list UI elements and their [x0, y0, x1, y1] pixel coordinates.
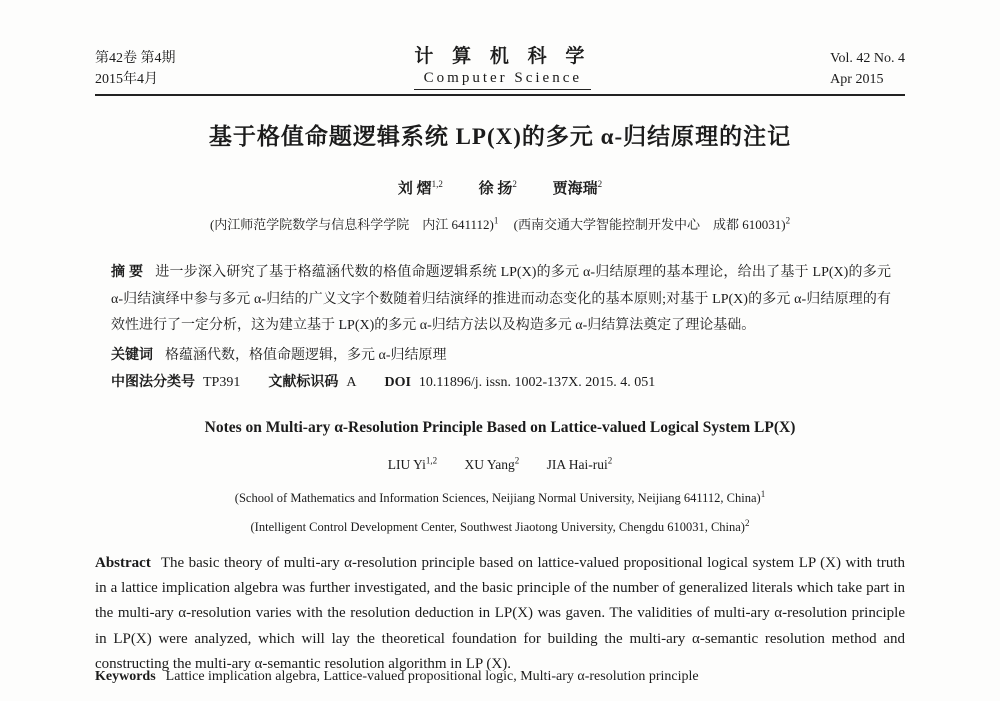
author-name: 徐 扬: [478, 181, 513, 197]
abstract-en: [95, 551, 905, 678]
author-name: 贾海瑞: [552, 181, 598, 197]
affiliations-cn: [95, 211, 905, 235]
abstract-cn-text: 进一步深入研究了基于格蕴涵代数的格值命题逻辑系统 LP(X)的多元 α-归结原理的基本理论，给出了基于 LP(X)的多元 α-归结演绎中参与多元 α-归结的广义文字个数随着归结演绎的推进而动态变化的基本原则;对基于 LP(X)的多元 α-归结原理的有效性进行了一定分析，这为建立基于 LP(X)的多元 α-归结方法以及构造多元 α-归结算法奠定了理论基础。: [111, 265, 892, 334]
author-affiliation-sup: 1,2: [425, 455, 438, 466]
clc-label: 中图法分类号: [111, 374, 195, 390]
volume-issue-en: Vol. 42 No. 4: [830, 51, 905, 66]
classification-line: [95, 370, 905, 396]
affiliation-sup: 1: [760, 489, 766, 500]
keywords-en-text: Lattice implication algebra, Lattice-valued propositional logic, Multi-ary α-resolution principle: [165, 668, 699, 684]
abstract-cn: [95, 260, 905, 340]
author-affiliation-sup: 1,2: [431, 179, 443, 189]
doc-code-value: A: [346, 374, 357, 390]
journal-header-right: [830, 48, 905, 90]
author-name: 刘 熠: [397, 181, 432, 197]
author-en: [464, 457, 519, 472]
volume-issue-cn: 第42卷 第4期: [95, 51, 176, 66]
author-name: LIU Yi: [387, 457, 426, 473]
author-name: XU Yang: [464, 457, 515, 473]
affiliation-text: (School of Mathematics and Information Sciences, Neijiang Normal University, Neijiang 641112, China): [234, 491, 761, 506]
author-cn: [479, 181, 517, 197]
author-name: JIA Hai-rui: [546, 457, 608, 473]
abstract-cn-label: 摘 要: [111, 265, 144, 281]
doc-code-label: 文献标识码: [268, 374, 339, 390]
author-affiliation-sup: 2: [512, 179, 517, 189]
journal-title-cn: 计 算 机 科 学: [414, 46, 592, 67]
affiliation-sup: 2: [785, 216, 791, 226]
affiliation-cn: [514, 217, 790, 232]
abstract-en-text: The basic theory of multi-ary α-resolution principle based on lattice-valued propositional logical system LP (X) with truth in a lattice implication algebra was further investigated, and the basic principle of the number of generalized literals which take part in the multi-ary α-resolution varies with the resolution deduction in LP(X) was gaven. The validities of multi-ary α-resolution principle in LP(X) were analyzed, which will lay the theoretical foundation for building the multi-ary α-semantic resolution method and constructing the multi-ary α-semantic resolution algorithm in LP (X).: [95, 554, 905, 673]
doi-value: 10.11896/j. issn. 1002-137X. 2015. 4. 051: [418, 374, 656, 390]
author-en: [547, 457, 613, 472]
affiliation-text: (Intelligent Control Development Center, Southwest Jiaotong University, Chengdu 610031, China): [250, 520, 745, 535]
article-title-en: Notes on Multi-ary α-Resolution Principle Based on Lattice-valued Logical System LP(X): [204, 418, 796, 436]
affiliation-cn: [210, 217, 498, 232]
article-title-cn: 基于格值命题逻辑系统 LP(X)的多元 α-归结原理的注记: [208, 124, 792, 149]
journal-header-center: [414, 46, 591, 90]
affiliation-text: (内江师范学院数学与信息科学学院 内江 641112): [209, 217, 494, 233]
author-cn: [398, 181, 443, 197]
page-content: [95, 0, 905, 684]
abstract-en-label: Abstract: [95, 554, 151, 571]
author-affiliation-sup: 2: [607, 455, 613, 466]
date-en: Apr 2015: [830, 72, 884, 87]
author-cn: [553, 181, 603, 197]
journal-title-en: Computer Science: [414, 68, 591, 90]
author-affiliation-sup: 2: [597, 179, 603, 189]
authors-cn: [95, 173, 905, 200]
keywords-cn-label: 关键词: [111, 347, 153, 363]
journal-header: [95, 46, 905, 96]
affiliations-en: [95, 482, 905, 540]
affiliation-sup: 2: [744, 518, 750, 529]
doi-label: DOI: [384, 374, 411, 390]
authors-en: [95, 451, 905, 476]
affiliation-en: [95, 482, 905, 511]
journal-header-left: [95, 48, 176, 90]
affiliation-en: [95, 511, 905, 540]
date-cn: 2015年4月: [95, 72, 158, 87]
keywords-cn-text: 格蕴涵代数，格值命题逻辑，多元 α-归结原理: [165, 347, 447, 363]
author-affiliation-sup: 2: [514, 455, 520, 466]
affiliation-sup: 1: [493, 216, 499, 226]
keywords-en-clipped: [95, 670, 905, 684]
clc-value: TP391: [203, 374, 241, 390]
keywords-cn: [95, 343, 905, 369]
author-en: [388, 457, 437, 472]
keywords-en-label: Keywords: [95, 668, 156, 684]
affiliation-text: (西南交通大学智能控制开发中心 成都 610031): [513, 217, 786, 233]
